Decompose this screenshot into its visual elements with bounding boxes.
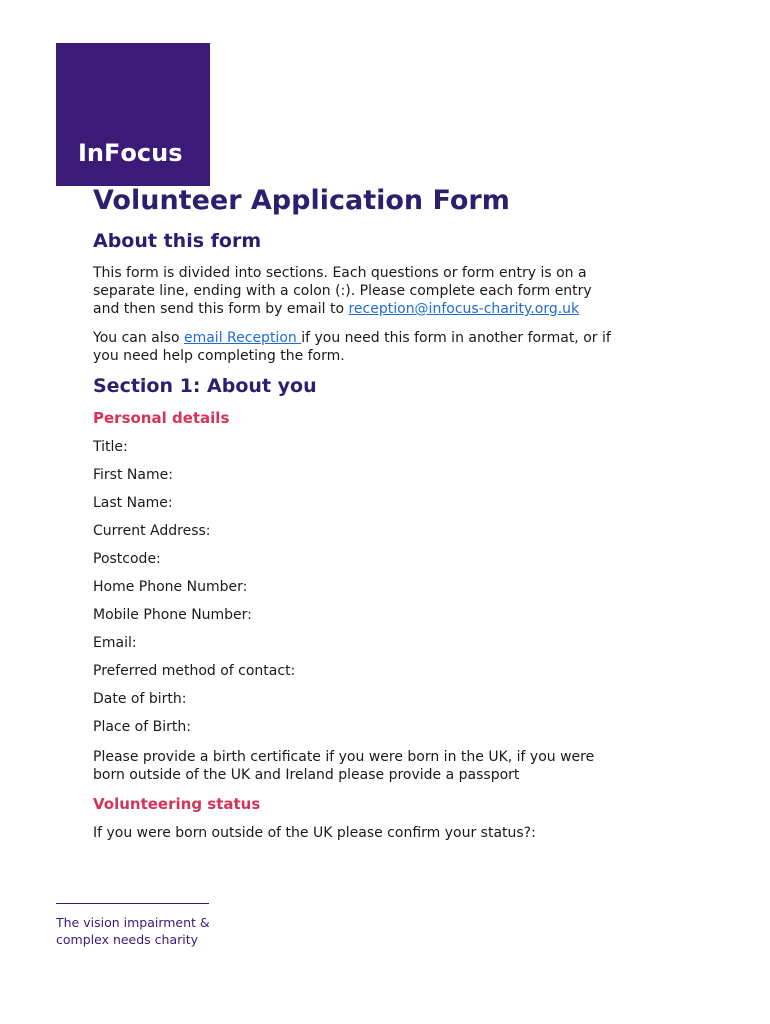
- field-preferred-contact: Preferred method of contact:: [93, 663, 296, 679]
- about-paragraph-1: This form is divided into sections. Each questions or form entry is on a separate line, ending with a colon (:). Please complete each form entry and then send this form by email to reception@infocus-charity.org.uk: [93, 265, 592, 317]
- volunteering-status-heading: Volunteering status: [93, 795, 261, 813]
- field-last-name: Last Name:: [93, 495, 173, 511]
- field-home-phone: Home Phone Number:: [93, 579, 248, 595]
- field-place-of-birth: Place of Birth:: [93, 719, 191, 735]
- field-mobile-phone: Mobile Phone Number:: [93, 607, 252, 623]
- field-title: Title:: [93, 439, 128, 455]
- about-paragraph-2: You can also email Reception if you need this form in another format, or if you need help completing the form.: [93, 330, 611, 364]
- about-heading: About this form: [93, 230, 262, 252]
- field-first-name: First Name:: [93, 467, 173, 483]
- field-postcode: Postcode:: [93, 551, 161, 567]
- field-current-address: Current Address:: [93, 523, 211, 539]
- personal-details-heading: Personal details: [93, 409, 230, 427]
- field-email: Email:: [93, 635, 137, 651]
- logo-wordmark: InFocus: [78, 139, 183, 167]
- field-date-of-birth: Date of birth:: [93, 691, 187, 707]
- footer-tagline: The vision impairment & complex needs charity: [56, 915, 210, 947]
- email-reception-link[interactable]: email Reception: [183, 330, 302, 346]
- reception-email-link[interactable]: reception@infocus-charity.org.uk: [348, 301, 580, 317]
- logo-o-ring: o: [120, 139, 137, 167]
- infocus-logo: [56, 43, 210, 186]
- page-title: Volunteer Application Form: [93, 185, 510, 216]
- footer-divider: [56, 903, 209, 904]
- section1-heading: Section 1: About you: [93, 375, 317, 397]
- field-status-question: If you were born outside of the UK please confirm your status?:: [93, 825, 536, 841]
- birth-certificate-note: Please provide a birth certificate if you were born in the UK, if you were born outside of the UK and Ireland please provide a passport: [93, 749, 595, 783]
